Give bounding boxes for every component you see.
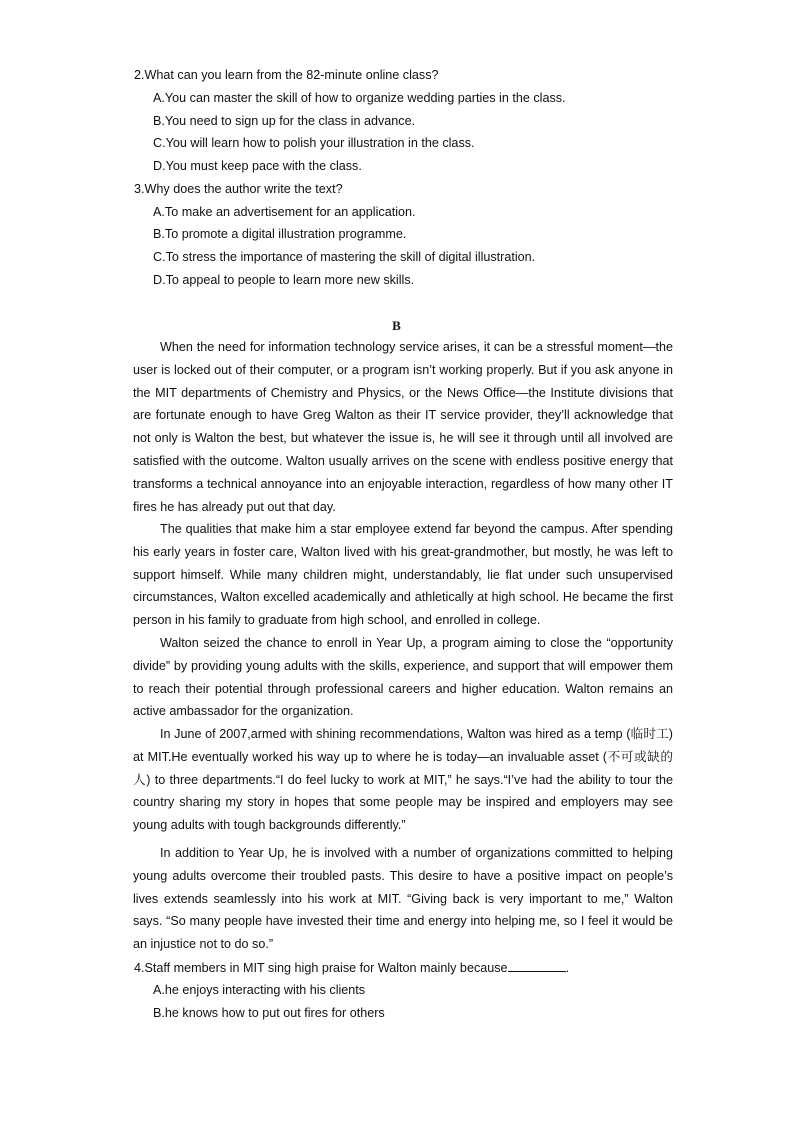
question-2-option-c: C.You will learn how to polish your illustration in the class. [153,136,475,150]
question-2-stem: 2.What can you learn from the 82-minute online class? [134,68,439,82]
passage-paragraph-4: In June of 2007,armed with shining recommendations, Walton was hired as a temp (临时工) at MIT.He eventually worked his way up to where he is today—an invaluable asset (不可或缺的人) to three departments.“I do feel lucky to work at MIT,” he says.“I’ve had the ability to tour the country sharing my story in hopes that some people may be inspired and employers may see young adults with tough backgrounds differently.” [133,727,673,833]
question-4-stem-end: . [565,961,570,975]
question-3-option-b: B.To promote a digital illustration programme. [153,227,407,241]
question-4-stem [134,959,569,976]
question-2-option-b: B.You need to sign up for the class in advance. [153,114,416,128]
question-4-option-a: A.he enjoys interacting with his clients [153,983,366,997]
question-3-option-a: A.To make an advertisement for an application. [153,205,416,219]
passage-paragraph-3: Walton seized the chance to enroll in Year Up, a program aiming to close the “opportunity divide” by providing young adults with the skills, experience, and support that will empower them to reach their potential through professional careers and higher education. Walton remains an active ambassador for the organization. [133,636,673,719]
passage-paragraph-1: When the need for information technology service arises, it can be a stressful moment—the user is locked out of their computer, or a program isn’t working properly. But if you ask anyone in the MIT departments of Chemistry and Physics, or the News Office—the Institute divisions that are fortunate enough to have Greg Walton as their IT service provider, they’ll acknowledge that not only is Walton the best, but whatever the issue is, he will see it through until all involved are satisfied with the outcome. Walton usually arrives on the scene with endless positive energy that transforms a technical annoyance into an enjoyable interaction, regardless of how many other IT fires he has already put out that day. [133,340,673,514]
question-4-option-b: B.he knows how to put out fires for others [153,1006,385,1020]
passage-paragraph-2: The qualities that make him a star employee extend far beyond the campus. After spending his early years in foster care, Walton lived with his great-grandmother, but mostly, he was left to support himself. While many children might, understandably, lie flat under such unsupervised circumstances, Walton excelled academically and athletically at high school. He became the first person in his family to graduate from high school, and enrolled in college. [133,522,673,628]
section-heading: B [392,318,401,333]
question-2-option-a: A.You can master the skill of how to organize wedding parties in the class. [153,91,566,105]
question-3-option-c: C.To stress the importance of mastering the skill of digital illustration. [153,250,536,264]
question-3-option-d: D.To appeal to people to learn more new skills. [153,273,415,287]
answer-blank [508,959,566,972]
question-4-stem-text: 4.Staff members in MIT sing high praise for Walton mainly because [134,961,508,975]
question-3-stem: 3.Why does the author write the text? [134,182,343,196]
passage-paragraph-5: In addition to Year Up, he is involved with a number of organizations committed to helping young adults overcome their troubled pasts. This desire to have a positive impact on people’s lives extends seamlessly into his work at MIT. “Giving back is very important to me,” Walton says. “So many people have invested their time and energy into helping me, so I feel it would be an injustice not to do so.” [133,846,673,952]
question-2-option-d: D.You must keep pace with the class. [153,159,362,173]
